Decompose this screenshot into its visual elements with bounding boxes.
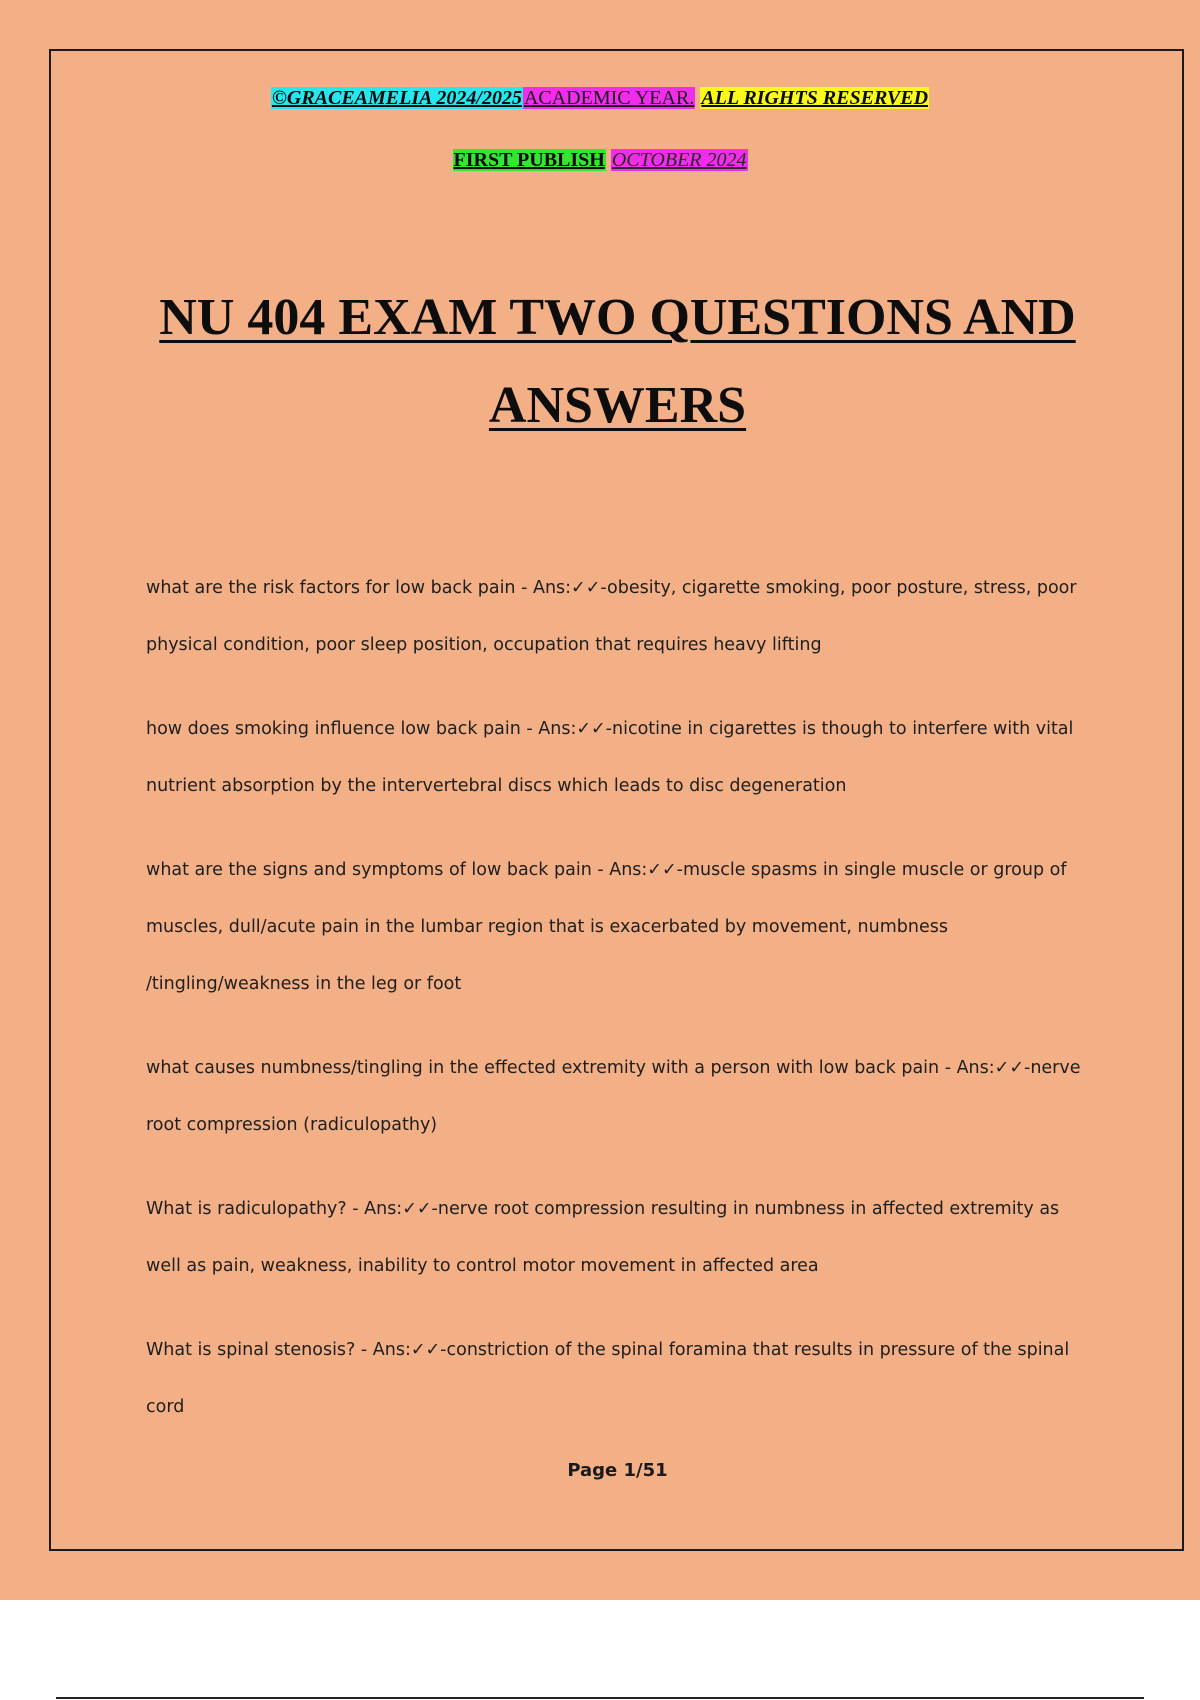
answer-text: obesity, cigarette smoking, poor posture, stress, poor physical condition, poor sleep position, occupation that requires heavy lifting	[146, 578, 1077, 655]
first-publish-text: FIRST PUBLISH	[453, 149, 605, 171]
qa-item	[146, 1181, 1096, 1295]
qa-list	[146, 560, 1096, 1463]
answer-marker: - Ans:✓✓-	[515, 578, 608, 598]
question-text: what are the risk factors for low back pain	[146, 578, 516, 598]
answer-marker: - Ans:✓✓-	[520, 719, 612, 739]
qa-item	[146, 560, 1096, 674]
answer-text: muscle spasms in single muscle or group of muscles, dull/acute pain in the lumbar region that is exacerbated by movement, numbness /tingling/weakness in the leg or foot	[146, 860, 1067, 994]
question-text: What is radiculopathy?	[146, 1199, 347, 1219]
copyright-header	[0, 86, 1200, 110]
answer-marker: - Ans:✓✓-	[939, 1058, 1031, 1078]
answer-text: nicotine in cigarettes is though to interfere with vital nutrient absorption by the intervertebral discs which leads to disc degeneration	[146, 719, 1074, 796]
question-text: what causes numbness/tingling in the effected extremity with a person with low back pain	[146, 1058, 940, 1078]
rights-reserved-text: ALL RIGHTS RESERVED	[701, 87, 929, 109]
answer-text: constriction of the spinal foramina that results in pressure of the spinal cord	[146, 1340, 1070, 1417]
qa-item	[146, 701, 1096, 815]
document-title-line-1: NU 404 EXAM TWO QUESTIONS AND	[159, 289, 1076, 346]
publish-date-text: OCTOBER 2024	[611, 149, 747, 171]
page-number: Page 1/51	[567, 1460, 668, 1481]
question-text: how does smoking influence low back pain	[146, 719, 521, 739]
answer-marker: - Ans:✓✓-	[591, 860, 683, 880]
qa-item	[146, 1322, 1096, 1436]
qa-item	[146, 1040, 1096, 1154]
answer-text: nerve root compression (radiculopathy)	[146, 1058, 1081, 1135]
publish-header	[0, 148, 1200, 172]
qa-item	[146, 842, 1096, 1013]
next-page-divider	[56, 1697, 1144, 1699]
answer-marker: - Ans:✓✓-	[355, 1340, 447, 1360]
document-title-line-2: ANSWERS	[488, 377, 747, 434]
answer-marker: - Ans:✓✓-	[346, 1199, 438, 1219]
question-text: What is spinal stenosis?	[146, 1340, 356, 1360]
academic-year-text: ACADEMIC YEAR.	[523, 87, 695, 109]
copyright-text: ©GRACEAMELIA 2024/2025	[271, 87, 522, 109]
answer-text: nerve root compression resulting in numbness in affected extremity as well as pain, weakness, inability to control motor movement in affected area	[146, 1199, 1060, 1276]
question-text: what are the signs and symptoms of low back pain	[146, 860, 592, 880]
